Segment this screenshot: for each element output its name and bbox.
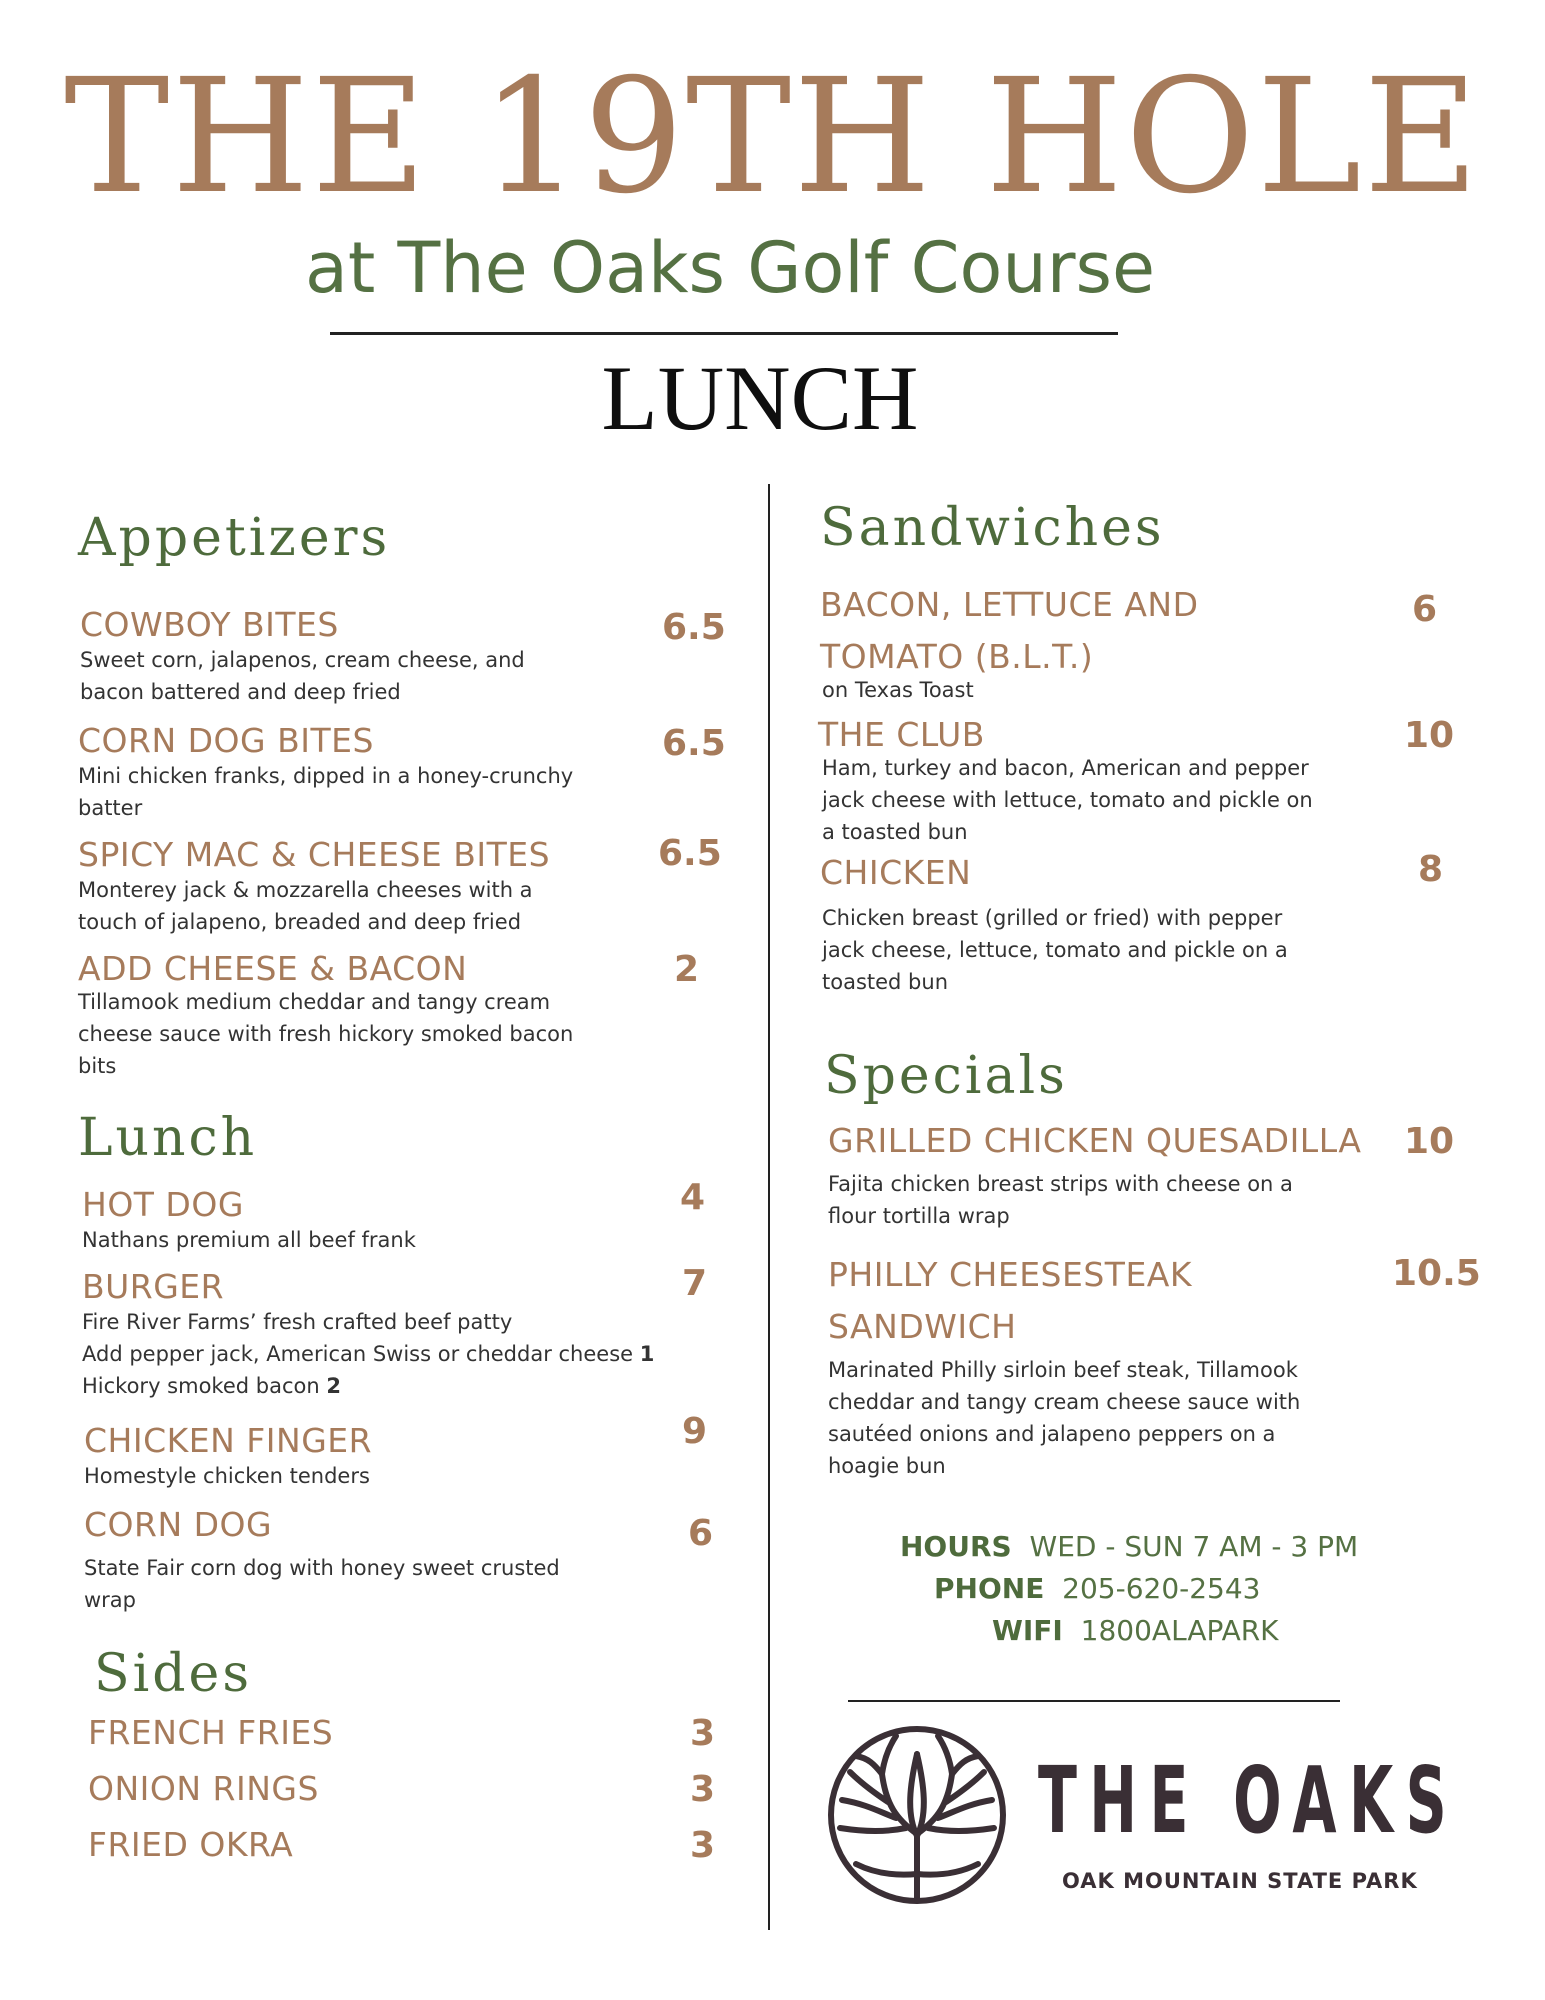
menu-item-price: 10 — [1404, 1121, 1455, 1162]
menu-item-price: 10 — [1404, 715, 1455, 756]
menu-item-description: on Texas Toast — [822, 678, 974, 702]
menu-item-description: Mini chicken franks, dipped in a honey-crunchy batter — [78, 764, 574, 820]
menu-item-price: 6 — [688, 1513, 714, 1554]
menu-item-name: ADD CHEESE & BACON — [78, 949, 468, 988]
menu-title: LUNCH — [601, 347, 919, 449]
section-heading-sides: Sides — [94, 1644, 252, 1704]
menu-item-price: 6 — [1412, 589, 1438, 630]
menu-item-name: ONION RINGS — [88, 1769, 319, 1808]
restaurant-title: THE 19TH HOLE — [64, 45, 1481, 229]
menu-item-name: GRILLED CHICKEN QUESADILLA — [828, 1121, 1362, 1160]
menu-item-name-line2: TOMATO (B.L.T.) — [820, 637, 1094, 676]
menu-item-price: 8 — [1418, 849, 1444, 890]
menu-item-price: 6.5 — [658, 833, 722, 874]
section-heading-lunch: Lunch — [78, 1108, 258, 1168]
header-divider — [330, 332, 1118, 335]
logo-tagline: OAK MOUNTAIN STATE PARK — [1062, 1869, 1418, 1893]
logo-wordmark: THE OAKS — [1038, 1747, 1460, 1854]
menu-item-name: CHICKEN — [820, 853, 972, 892]
wifi-line: WIFI 1800ALAPARK — [992, 1614, 1279, 1647]
restaurant-subtitle: at The Oaks Golf Course — [304, 227, 1156, 309]
menu-item-price: 4 — [680, 1177, 706, 1218]
menu-item-price: 2 — [674, 949, 700, 990]
menu-item-description: State Fair corn dog with honey sweet crusted wrap — [84, 1556, 560, 1612]
menu-item-price: 7 — [682, 1263, 708, 1304]
menu-item-name: CHICKEN FINGER — [84, 1421, 373, 1460]
menu-item-description: Fire River Farms’ fresh crafted beef patty Add pepper jack, American Swiss or cheddar cheese 1 Hickory smoked bacon 2 — [82, 1306, 654, 1402]
menu-item-description: Marinated Philly sirloin beef steak, Tillamook cheddar and tangy cream cheese sauce with sautéed onions and jalapeno peppers on a hoagie bun — [828, 1358, 1301, 1478]
menu-item-price: 3 — [690, 1825, 716, 1866]
menu-item-name: SPICY MAC & CHEESE BITES — [78, 835, 551, 874]
menu-item-description: Homestyle chicken tenders — [84, 1464, 370, 1488]
menu-item-price: 9 — [682, 1411, 708, 1452]
menu-item-description: Tillamook medium cheddar and tangy cream cheese sauce with fresh hickory smoked bacon bits — [78, 990, 574, 1078]
menu-item-name-line2: SANDWICH — [828, 1307, 1017, 1346]
menu-item-description: Ham, turkey and bacon, American and pepper jack cheese with lettuce, tomato and pickle on a toasted bun — [822, 756, 1313, 844]
menu-item-price: 3 — [690, 1713, 716, 1754]
menu-item-description: Nathans premium all beef frank — [82, 1228, 416, 1252]
menu-item-name: CORN DOG — [84, 1505, 273, 1544]
burger-addon-bacon: Hickory smoked bacon 2 — [82, 1374, 341, 1398]
menu-item-name: HOT DOG — [82, 1185, 244, 1224]
menu-item-name: FRENCH FRIES — [88, 1713, 334, 1752]
menu-item-description: Fajita chicken breast strips with cheese on a flour tortilla wrap — [828, 1172, 1293, 1228]
phone-line: PHONE 205-620-2543 — [934, 1572, 1261, 1605]
oak-tree-icon — [826, 1724, 1008, 1906]
menu-item-description: Chicken breast (grilled or fried) with pepper jack cheese, lettuce, tomato and pickle on a toasted bun — [822, 906, 1288, 994]
menu-item-description: Monterey jack & mozzarella cheeses with a touch of jalapeno, breaded and deep fried — [78, 878, 533, 934]
menu-item-price: 6.5 — [662, 723, 726, 764]
burger-addon-cheese: Add pepper jack, American Swiss or cheddar cheese 1 — [82, 1342, 655, 1366]
menu-item-price: 6.5 — [662, 607, 726, 648]
menu-item-name: BACON, LETTUCE AND — [820, 585, 1199, 624]
logo-divider — [848, 1700, 1340, 1702]
menu-item-name: FRIED OKRA — [88, 1825, 294, 1864]
section-heading-specials: Specials — [824, 1046, 1068, 1106]
menu-item-name: CORN DOG BITES — [78, 721, 374, 760]
hours-line: HOURS WED - SUN 7 AM - 3 PM — [900, 1530, 1359, 1563]
menu-item-name: THE CLUB — [818, 715, 985, 754]
menu-item-name: BURGER — [82, 1267, 225, 1306]
menu-item-description: Sweet corn, jalapenos, cream cheese, and bacon battered and deep fried — [80, 648, 525, 704]
menu-item-price: 10.5 — [1392, 1253, 1481, 1294]
section-heading-appetizers: Appetizers — [78, 508, 391, 568]
menu-item-price: 3 — [690, 1769, 716, 1810]
column-divider — [768, 484, 770, 1930]
menu-item-name: PHILLY CHEESESTEAK — [828, 1255, 1193, 1294]
section-heading-sandwiches: Sandwiches — [820, 498, 1165, 558]
menu-item-name: COWBOY BITES — [80, 605, 339, 644]
